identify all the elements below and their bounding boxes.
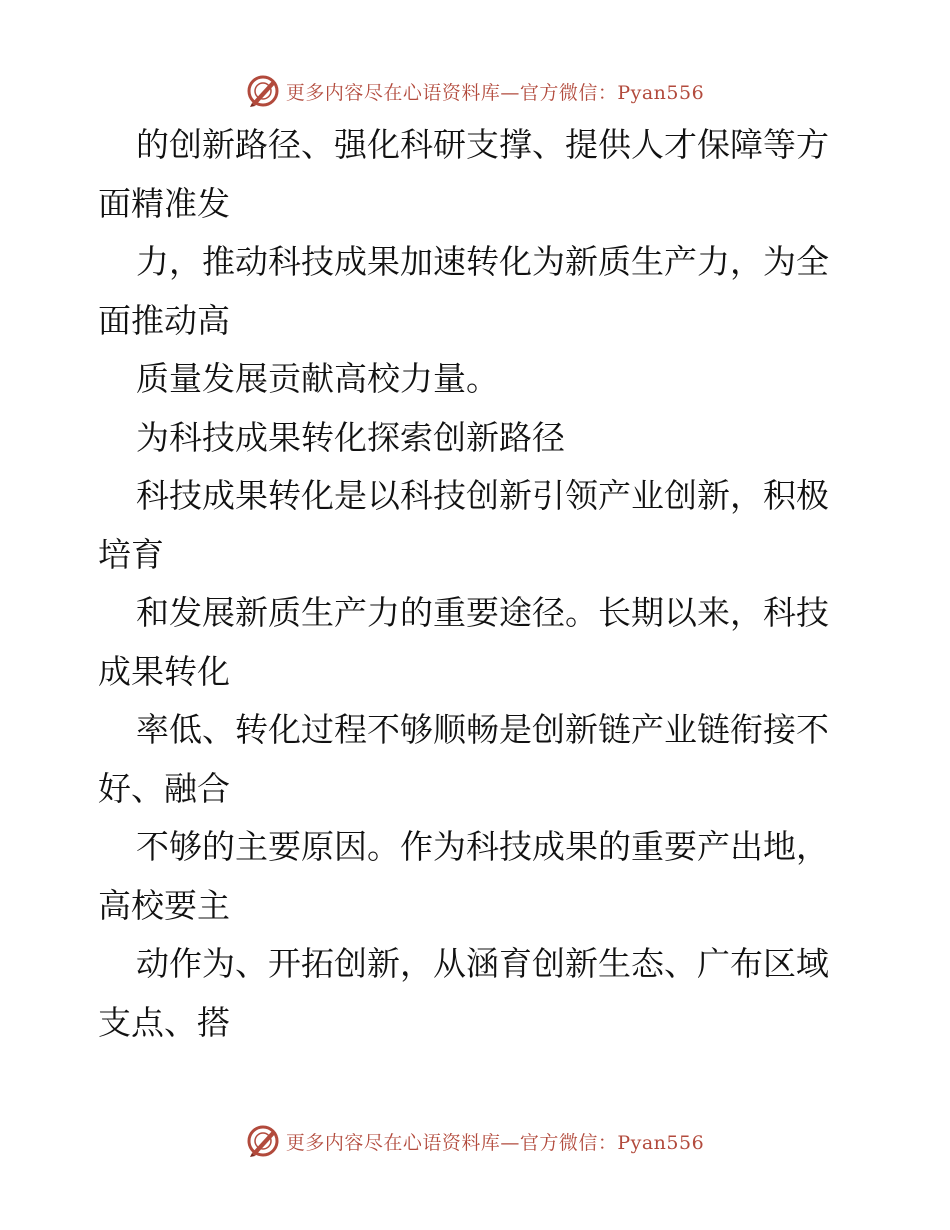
section-heading: 为科技成果转化探索创新路径: [136, 417, 565, 457]
footer-banner-text: 更多内容尽在心语资料库—官方微信：Pyan556: [285, 1131, 705, 1154]
article-body: [98, 116, 858, 1052]
text-line: 不够的主要原因。作为科技成果的重要产出地，: [136, 827, 829, 866]
text-line: 成果转化: [98, 651, 230, 691]
text-line: 质量发展贡献高校力量。: [136, 359, 499, 398]
text-line: 高校要主: [98, 885, 230, 925]
pen-logo-icon: [246, 74, 280, 108]
text-line: 率低、转化过程不够顺畅是创新链产业链衔接不: [136, 710, 829, 749]
text-line: 面精准发: [98, 183, 230, 223]
text-line: 科技成果转化是以科技创新引领产业创新，积极: [136, 476, 829, 515]
text-line: 和发展新质生产力的重要途径。长期以来，科技: [136, 593, 829, 632]
text-line: 力，推动科技成果加速转化为新质生产力，为全: [136, 242, 829, 281]
text-line: 动作为、开拓创新，从涵育创新生态、广布区域: [136, 944, 829, 983]
text-line: 支点、搭: [98, 1002, 230, 1042]
header-banner-text: 更多内容尽在心语资料库—官方微信：Pyan556: [285, 81, 705, 104]
footer-banner: [0, 1121, 950, 1161]
text-line: 好、融合: [98, 768, 230, 808]
pen-logo-icon: [246, 1124, 280, 1158]
text-line: 培育: [98, 534, 164, 574]
text-line: 面推动高: [98, 300, 230, 340]
header-banner: [0, 71, 950, 111]
text-line: 的创新路径、强化科研支撑、提供人才保障等方: [136, 125, 829, 164]
